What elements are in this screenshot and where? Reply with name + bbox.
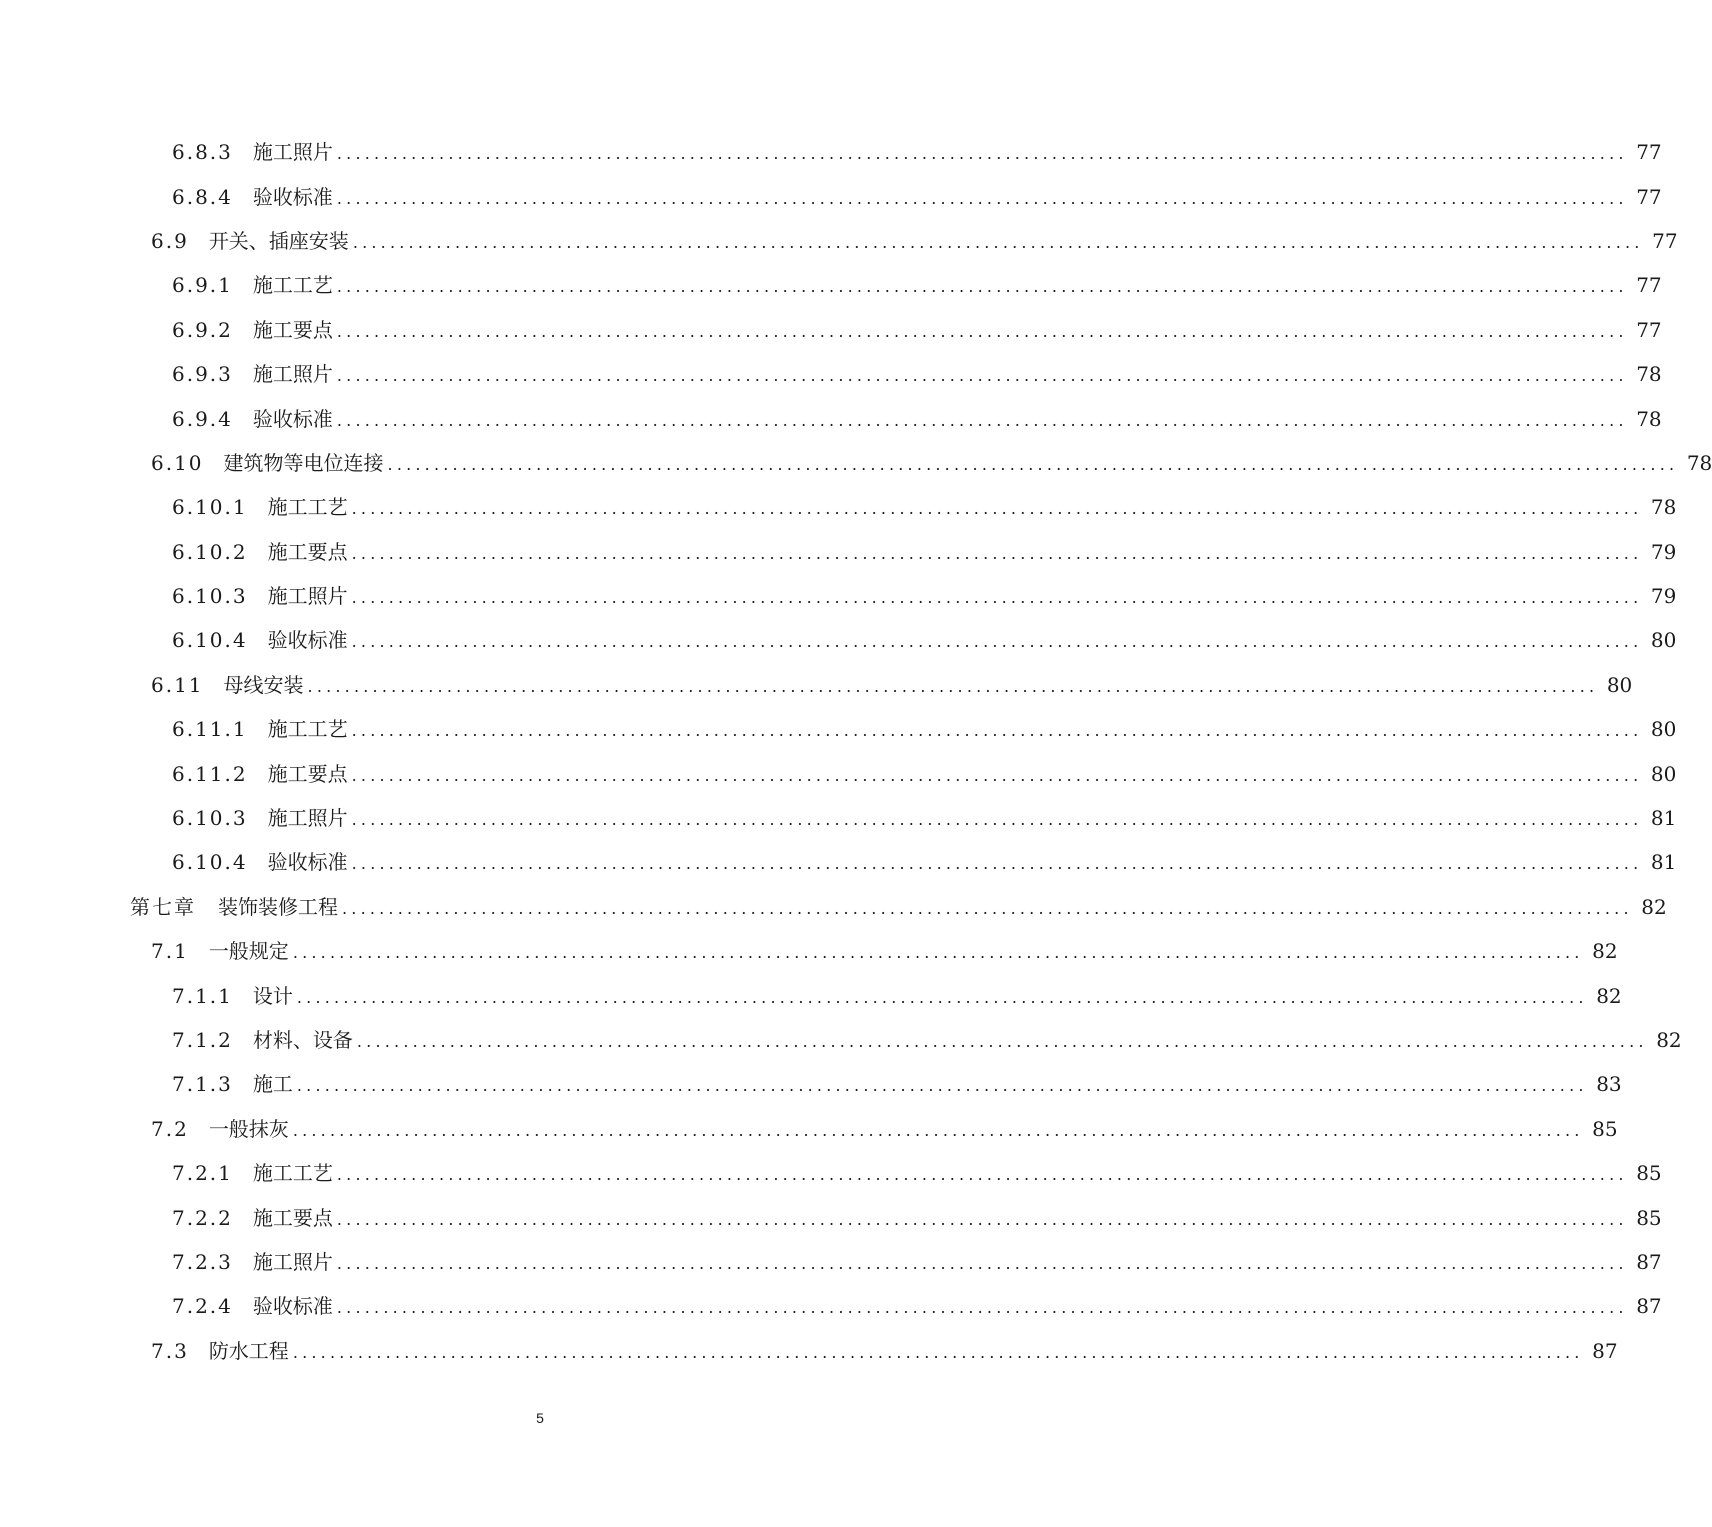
toc-entry-number: 7.2.2 [172, 1205, 233, 1230]
toc-entry-page: 85 [1636, 1205, 1662, 1230]
toc-entry-title: 设计 [252, 983, 293, 1008]
toc-dot-leader: ........................................................................................................................................... [336, 188, 1628, 208]
toc-subsection-entry[interactable] [0, 263, 1662, 307]
toc-entry-page: 87 [1636, 1294, 1662, 1319]
toc-entry-number: 6.11.2 [172, 761, 248, 786]
toc-dot-leader: ........................................................................................................................................... [292, 1120, 1584, 1140]
toc-dot-leader: ........................................................................................................................................... [292, 1342, 1584, 1362]
toc-entry-title: 施工要点 [252, 1205, 333, 1230]
toc-entry-number: 6.10.1 [172, 495, 248, 520]
table-of-contents [0, 130, 1712, 1373]
toc-dot-leader: ........................................................................................................................................... [351, 721, 1643, 741]
toc-dot-leader: ........................................................................................................................................... [296, 1076, 1588, 1096]
toc-entry-number: 第七章 [130, 894, 196, 919]
toc-subsection-entry[interactable] [0, 1151, 1662, 1195]
toc-dot-leader: ........................................................................................................................................... [292, 943, 1584, 963]
toc-entry-number: 6.8.4 [172, 184, 233, 209]
toc-entry-page: 77 [1636, 317, 1662, 342]
toc-entry-number: 7.2.3 [172, 1249, 233, 1274]
toc-dot-leader: ........................................................................................................................................... [352, 232, 1644, 252]
toc-entry-page: 79 [1650, 539, 1677, 564]
toc-entry-title: 一般抹灰 [208, 1116, 289, 1141]
toc-entry-number: 7.2.4 [172, 1294, 233, 1319]
toc-dot-leader: ........................................................................................................................................... [351, 810, 1643, 830]
toc-entry-number: 6.11.1 [172, 717, 248, 742]
toc-entry-title: 施工工艺 [252, 1161, 333, 1186]
toc-section-entry[interactable] [0, 1107, 1618, 1151]
toc-entry-page: 77 [1636, 273, 1662, 298]
toc-entry-title: 施工 [252, 1072, 293, 1097]
toc-dot-leader: ........................................................................................................................................... [351, 588, 1643, 608]
toc-subsection-entry[interactable] [0, 1284, 1662, 1328]
toc-entry-number: 6.9.3 [172, 362, 233, 387]
toc-entry-page: 80 [1650, 761, 1677, 786]
toc-entry-number: 6.10.3 [172, 806, 248, 831]
toc-entry-page: 80 [1606, 672, 1633, 697]
toc-entry-title: 施工工艺 [267, 495, 348, 520]
toc-dot-leader: ........................................................................................................................................... [336, 321, 1628, 341]
toc-entry-title: 施工要点 [267, 761, 348, 786]
toc-subsection-entry[interactable] [0, 1062, 1622, 1106]
toc-entry-title: 施工照片 [252, 140, 333, 165]
toc-entry-number: 7.3 [151, 1338, 189, 1363]
toc-entry-title: 验收标准 [252, 184, 333, 209]
toc-dot-leader: ........................................................................................................................................... [336, 1209, 1628, 1229]
toc-entry-page: 77 [1652, 228, 1678, 253]
toc-entry-title: 建筑物等电位连接 [223, 450, 384, 475]
toc-chapter-entry[interactable] [0, 885, 1667, 929]
toc-dot-leader: ........................................................................................................................................... [336, 1165, 1628, 1185]
toc-dot-leader: ........................................................................................................................................... [342, 898, 1633, 918]
toc-entry-page: 78 [1650, 495, 1677, 520]
toc-entry-number: 6.10.3 [172, 584, 248, 609]
toc-entry-number: 6.9.4 [172, 406, 233, 431]
toc-entry-title: 一般规定 [208, 939, 289, 964]
toc-dot-leader: ........................................................................................................................................... [336, 144, 1628, 164]
toc-entry-number: 7.1 [151, 939, 189, 964]
toc-subsection-entry[interactable] [0, 485, 1677, 529]
toc-subsection-entry[interactable] [0, 308, 1662, 352]
toc-section-entry[interactable] [0, 663, 1633, 707]
toc-entry-page: 82 [1596, 983, 1622, 1008]
toc-section-entry[interactable] [0, 441, 1712, 485]
toc-entry-number: 6.11 [151, 672, 204, 697]
toc-entry-title: 施工照片 [267, 806, 348, 831]
toc-entry-number: 6.10.4 [172, 628, 248, 653]
toc-dot-leader: ........................................................................................................................................... [387, 454, 1679, 474]
toc-entry-page: 77 [1636, 140, 1662, 165]
toc-entry-title: 验收标准 [252, 1294, 333, 1319]
toc-entry-title: 施工照片 [252, 362, 333, 387]
toc-subsection-entry[interactable] [0, 751, 1677, 795]
toc-entry-title: 装饰装修工程 [218, 894, 338, 919]
toc-subsection-entry[interactable] [0, 174, 1662, 218]
toc-subsection-entry[interactable] [0, 1240, 1662, 1284]
toc-entry-title: 验收标准 [267, 628, 348, 653]
toc-entry-page: 82 [1592, 939, 1618, 964]
toc-subsection-entry[interactable] [0, 1195, 1662, 1239]
toc-entry-title: 验收标准 [252, 406, 333, 431]
toc-subsection-entry[interactable] [0, 352, 1662, 396]
toc-subsection-entry[interactable] [0, 840, 1677, 884]
toc-entry-number: 6.9.2 [172, 317, 233, 342]
toc-dot-leader: ........................................................................................................................................... [336, 1298, 1628, 1318]
toc-dot-leader: ........................................................................................................................................... [351, 765, 1643, 785]
toc-entry-page: 77 [1636, 184, 1662, 209]
toc-section-entry[interactable] [0, 929, 1618, 973]
toc-entry-title: 防水工程 [208, 1338, 289, 1363]
toc-entry-page: 78 [1686, 450, 1712, 475]
toc-entry-page: 82 [1641, 894, 1667, 919]
toc-dot-leader: ........................................................................................................................................... [336, 1253, 1628, 1273]
toc-subsection-entry[interactable] [0, 618, 1677, 662]
toc-entry-title: 施工工艺 [267, 717, 348, 742]
toc-entry-page: 87 [1636, 1249, 1662, 1274]
toc-entry-number: 6.10 [151, 450, 204, 475]
toc-entry-page: 85 [1592, 1116, 1618, 1141]
toc-entry-page: 83 [1596, 1072, 1622, 1097]
toc-entry-number: 6.10.4 [172, 850, 248, 875]
toc-section-entry[interactable] [0, 1329, 1618, 1373]
toc-subsection-entry[interactable] [0, 1018, 1682, 1062]
toc-entry-page: 87 [1592, 1338, 1618, 1363]
toc-entry-title: 开关、插座安装 [208, 228, 349, 253]
toc-entry-page: 79 [1650, 584, 1677, 609]
toc-dot-leader: ........................................................................................................................................... [336, 410, 1628, 430]
toc-entry-title: 施工要点 [267, 539, 348, 564]
toc-entry-page: 81 [1650, 850, 1677, 875]
toc-entry-number: 7.1.2 [172, 1028, 233, 1052]
toc-entry-page: 82 [1656, 1028, 1682, 1052]
toc-entry-title: 验收标准 [267, 850, 348, 875]
toc-entry-number: 7.1.1 [172, 983, 233, 1008]
toc-entry-page: 78 [1636, 362, 1662, 387]
toc-entry-title: 施工要点 [252, 317, 333, 342]
toc-dot-leader: ........................................................................................................................................... [351, 854, 1643, 874]
toc-dot-leader: ........................................................................................................................................... [296, 987, 1588, 1007]
toc-dot-leader: ........................................................................................................................................... [336, 366, 1628, 386]
toc-entry-title: 材料、设备 [252, 1028, 353, 1052]
toc-entry-page: 80 [1650, 717, 1677, 742]
toc-entry-number: 7.2.1 [172, 1161, 233, 1186]
toc-entry-title: 施工工艺 [252, 273, 333, 298]
toc-entry-page: 85 [1636, 1161, 1662, 1186]
toc-entry-page: 78 [1636, 406, 1662, 431]
toc-entry-number: 6.9.1 [172, 273, 233, 298]
toc-entry-number: 6.8.3 [172, 140, 233, 165]
toc-subsection-entry[interactable] [0, 396, 1662, 440]
toc-entry-number: 6.9 [151, 228, 189, 253]
toc-subsection-entry[interactable] [0, 530, 1677, 574]
toc-entry-title: 施工照片 [252, 1249, 333, 1274]
toc-entry-number: 7.2 [151, 1116, 189, 1141]
toc-entry-number: 7.1.3 [172, 1072, 233, 1097]
toc-entry-page: 81 [1650, 806, 1677, 831]
toc-entry-title: 施工照片 [267, 584, 348, 609]
toc-dot-leader: ........................................................................................................................................... [336, 277, 1628, 297]
toc-subsection-entry[interactable] [0, 796, 1677, 840]
toc-dot-leader: ........................................................................................................................................... [351, 632, 1643, 652]
toc-dot-leader: ........................................................................................................................................... [356, 1032, 1648, 1051]
toc-section-entry[interactable] [0, 219, 1678, 263]
toc-subsection-entry[interactable] [0, 574, 1677, 618]
toc-entry-page: 80 [1650, 628, 1677, 653]
toc-dot-leader: ........................................................................................................................................... [351, 543, 1643, 563]
toc-subsection-entry[interactable] [0, 707, 1677, 751]
toc-dot-leader: ........................................................................................................................................... [307, 676, 1599, 696]
toc-subsection-entry[interactable] [0, 973, 1622, 1017]
toc-subsection-entry[interactable] [0, 130, 1662, 174]
toc-entry-number: 6.10.2 [172, 539, 248, 564]
toc-dot-leader: ........................................................................................................................................... [351, 499, 1643, 519]
toc-entry-title: 母线安装 [223, 672, 304, 697]
page-number: 5 [536, 1410, 544, 1426]
